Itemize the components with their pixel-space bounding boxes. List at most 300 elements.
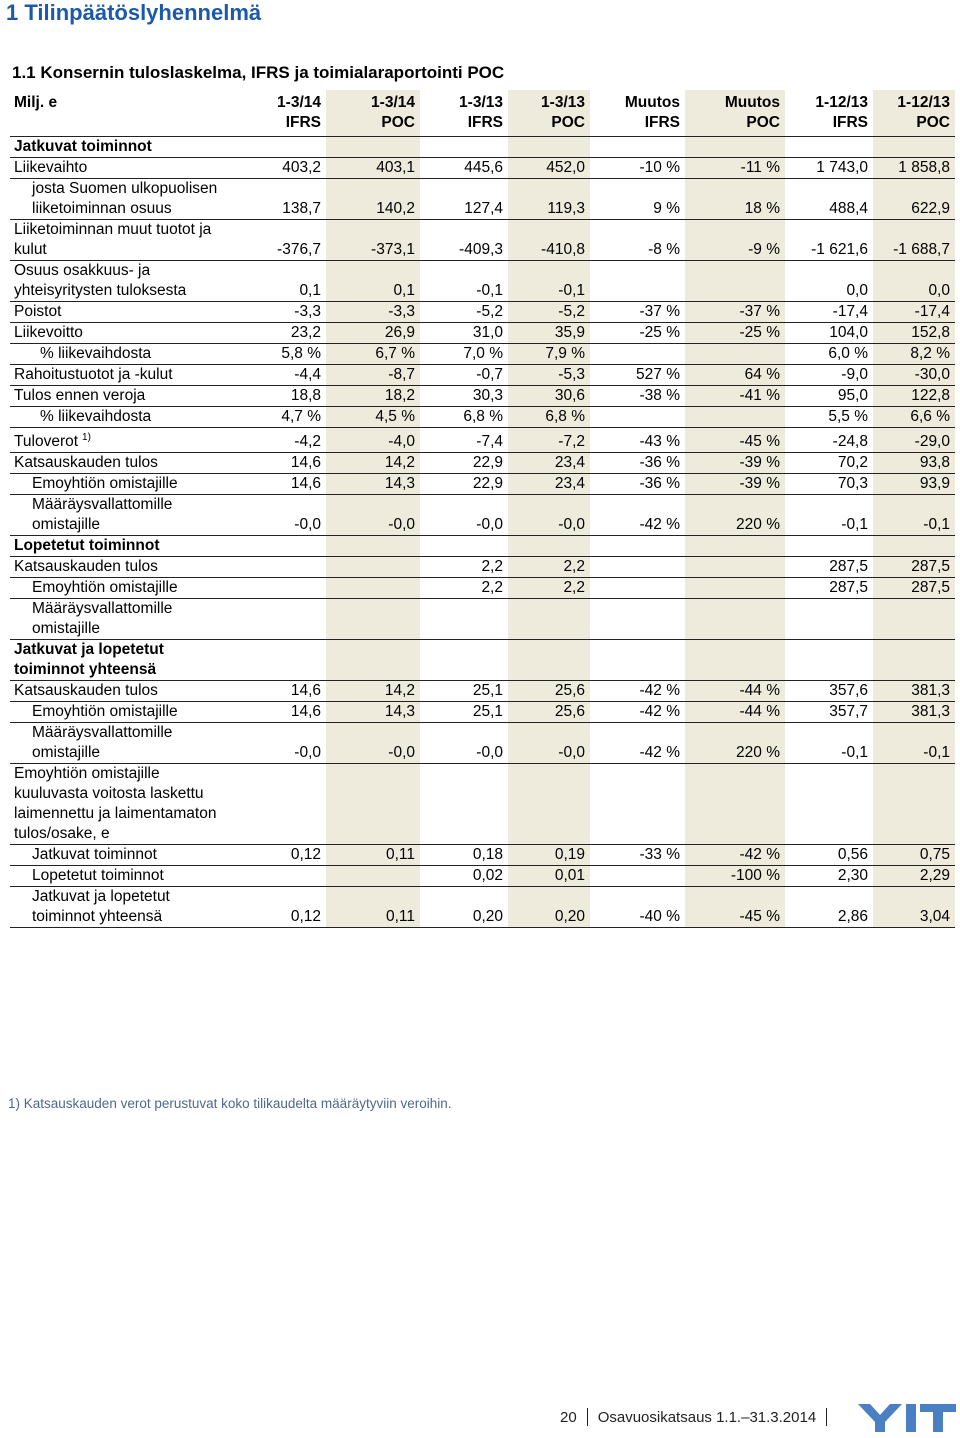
value-cell bbox=[240, 764, 326, 845]
row-label-text: Emoyhtiön omistajille bbox=[32, 579, 178, 597]
value-cell: 6,6 % bbox=[873, 407, 955, 428]
value-cell: 2,2 bbox=[508, 557, 590, 578]
table-row bbox=[10, 428, 955, 453]
row-label bbox=[10, 428, 240, 453]
value-cell: 8,2 % bbox=[873, 344, 955, 365]
row-label-text: Katsauskauden tulos bbox=[14, 454, 158, 472]
table-row bbox=[10, 764, 955, 845]
value-cell: 14,3 bbox=[326, 474, 420, 495]
table-row bbox=[10, 179, 955, 220]
row-label bbox=[10, 302, 240, 323]
value-cell: -45 % bbox=[685, 428, 785, 453]
value-cell: -17,4 bbox=[873, 302, 955, 323]
value-cell bbox=[590, 536, 685, 557]
row-label-text: Liikevaihto bbox=[14, 159, 88, 176]
value-cell bbox=[785, 599, 873, 640]
value-cell: 14,3 bbox=[326, 702, 420, 723]
row-label-text: Emoyhtiön omistajille bbox=[32, 703, 178, 721]
value-cell bbox=[685, 261, 785, 302]
value-cell: -29,0 bbox=[873, 428, 955, 453]
value-cell: 0,11 bbox=[326, 887, 420, 928]
value-cell: -25 % bbox=[685, 323, 785, 344]
value-cell: 5,8 % bbox=[240, 344, 326, 365]
value-cell: -0,1 bbox=[873, 495, 955, 536]
row-label bbox=[10, 640, 240, 681]
row-label-text: Katsauskauden tulos bbox=[14, 558, 158, 576]
value-cell: 18,8 bbox=[240, 386, 326, 407]
value-cell bbox=[508, 137, 590, 158]
value-cell: 9 % bbox=[590, 179, 685, 220]
document-title: 1 Tilinpäätöslyhennelmä bbox=[6, 0, 262, 25]
row-label bbox=[10, 557, 240, 578]
row-label-text: Lopetetut toiminnot bbox=[14, 537, 160, 555]
value-cell bbox=[508, 640, 590, 681]
row-label-text: Emoyhtiön omistajille bbox=[32, 475, 178, 493]
table-row bbox=[10, 723, 955, 764]
column-header-line: 1-12/13 bbox=[897, 94, 950, 111]
value-cell: 0,11 bbox=[326, 845, 420, 866]
value-cell: 23,2 bbox=[240, 323, 326, 344]
value-cell: -0,0 bbox=[326, 495, 420, 536]
unit-label: Milj. e bbox=[10, 90, 240, 137]
table-row bbox=[10, 887, 955, 928]
value-cell: 287,5 bbox=[873, 557, 955, 578]
value-cell: -42 % bbox=[590, 702, 685, 723]
value-cell: 357,7 bbox=[785, 702, 873, 723]
table-row bbox=[10, 453, 955, 474]
value-cell bbox=[873, 536, 955, 557]
value-cell: -0,0 bbox=[420, 495, 508, 536]
table-row bbox=[10, 681, 955, 702]
value-cell: 0,19 bbox=[508, 845, 590, 866]
value-cell: -17,4 bbox=[785, 302, 873, 323]
column-header-line: 1-3/13 bbox=[541, 94, 585, 111]
value-cell: -4,4 bbox=[240, 365, 326, 386]
column-header-line: IFRS bbox=[832, 114, 868, 131]
value-cell: 26,9 bbox=[326, 323, 420, 344]
value-cell: 70,3 bbox=[785, 474, 873, 495]
row-label-text: Tuloverot bbox=[14, 433, 79, 451]
value-cell: 18 % bbox=[685, 179, 785, 220]
value-cell: 64 % bbox=[685, 365, 785, 386]
row-label bbox=[10, 599, 240, 640]
value-cell bbox=[873, 599, 955, 640]
value-cell: 0,12 bbox=[240, 845, 326, 866]
value-cell bbox=[326, 137, 420, 158]
value-cell: -0,0 bbox=[508, 723, 590, 764]
value-cell: -4,0 bbox=[326, 428, 420, 453]
value-cell: 25,1 bbox=[420, 702, 508, 723]
value-cell: -7,4 bbox=[420, 428, 508, 453]
row-label-text: Osuus osakkuus- ja yhteisyritysten tuloksesta bbox=[14, 262, 187, 299]
table-row bbox=[10, 474, 955, 495]
column-header bbox=[590, 90, 685, 137]
value-cell: 4,5 % bbox=[326, 407, 420, 428]
table-row bbox=[10, 158, 955, 179]
row-label-text: Määräysvallattomille omistajille bbox=[32, 724, 173, 762]
table-row bbox=[10, 536, 955, 557]
section-title: 1.1 Konsernin tuloslaskelma, IFRS ja toimialaraportointi POC bbox=[12, 63, 505, 82]
value-cell: 403,2 bbox=[240, 158, 326, 179]
value-cell bbox=[590, 344, 685, 365]
value-cell: -36 % bbox=[590, 453, 685, 474]
row-label bbox=[10, 764, 240, 845]
value-cell: 122,8 bbox=[873, 386, 955, 407]
table-row bbox=[10, 702, 955, 723]
value-cell: 138,7 bbox=[240, 179, 326, 220]
value-cell: 287,5 bbox=[873, 578, 955, 599]
value-cell bbox=[420, 599, 508, 640]
value-cell: 25,6 bbox=[508, 681, 590, 702]
value-cell: 14,6 bbox=[240, 453, 326, 474]
value-cell: 23,4 bbox=[508, 474, 590, 495]
value-cell: 2,30 bbox=[785, 866, 873, 887]
value-cell: 30,3 bbox=[420, 386, 508, 407]
value-cell bbox=[326, 640, 420, 681]
value-cell: -33 % bbox=[590, 845, 685, 866]
column-header bbox=[508, 90, 590, 137]
table-row bbox=[10, 557, 955, 578]
value-cell: 22,9 bbox=[420, 453, 508, 474]
value-cell: -38 % bbox=[590, 386, 685, 407]
value-cell: 93,9 bbox=[873, 474, 955, 495]
value-cell: 5,5 % bbox=[785, 407, 873, 428]
value-cell: 7,9 % bbox=[508, 344, 590, 365]
value-cell: 25,1 bbox=[420, 681, 508, 702]
row-label bbox=[10, 344, 240, 365]
value-cell: -0,0 bbox=[508, 495, 590, 536]
value-cell: 6,7 % bbox=[326, 344, 420, 365]
value-cell: -42 % bbox=[590, 723, 685, 764]
table-row bbox=[10, 137, 955, 158]
column-header-line: IFRS bbox=[285, 114, 321, 131]
value-cell: 14,2 bbox=[326, 681, 420, 702]
value-cell bbox=[240, 640, 326, 681]
value-cell: 0,02 bbox=[420, 866, 508, 887]
value-cell: -0,7 bbox=[420, 365, 508, 386]
column-header-line: 1-3/14 bbox=[371, 94, 415, 111]
value-cell: 0,75 bbox=[873, 845, 955, 866]
value-cell bbox=[785, 137, 873, 158]
value-cell: -1 621,6 bbox=[785, 220, 873, 261]
value-cell: 23,4 bbox=[508, 453, 590, 474]
value-cell bbox=[785, 640, 873, 681]
value-cell: 527 % bbox=[590, 365, 685, 386]
row-label-text: Jatkuvat ja lopetetut toiminnot yhteensä bbox=[32, 888, 170, 926]
row-label-text: Määräysvallattomille omistajille bbox=[32, 496, 173, 534]
value-cell: -30,0 bbox=[873, 365, 955, 386]
value-cell bbox=[685, 137, 785, 158]
row-label bbox=[10, 323, 240, 344]
value-cell: -40 % bbox=[590, 887, 685, 928]
row-label bbox=[10, 386, 240, 407]
table-header-row bbox=[10, 90, 955, 137]
value-cell: 93,8 bbox=[873, 453, 955, 474]
table-row bbox=[10, 344, 955, 365]
value-cell bbox=[685, 764, 785, 845]
value-cell: -1 688,7 bbox=[873, 220, 955, 261]
value-cell bbox=[590, 764, 685, 845]
column-header-line: POC bbox=[551, 114, 585, 131]
value-cell: 2,29 bbox=[873, 866, 955, 887]
column-header bbox=[326, 90, 420, 137]
row-label-text: Poistot bbox=[14, 303, 62, 320]
value-cell bbox=[685, 344, 785, 365]
table-row bbox=[10, 495, 955, 536]
value-cell: 220 % bbox=[685, 723, 785, 764]
value-cell: 488,4 bbox=[785, 179, 873, 220]
value-cell bbox=[685, 557, 785, 578]
value-cell bbox=[590, 599, 685, 640]
value-cell bbox=[685, 407, 785, 428]
value-cell: -373,1 bbox=[326, 220, 420, 261]
value-cell: -0,0 bbox=[326, 723, 420, 764]
row-label bbox=[10, 453, 240, 474]
value-cell: 622,9 bbox=[873, 179, 955, 220]
row-label bbox=[10, 681, 240, 702]
value-cell: 70,2 bbox=[785, 453, 873, 474]
value-cell bbox=[326, 557, 420, 578]
value-cell: 152,8 bbox=[873, 323, 955, 344]
footer-divider bbox=[587, 1408, 588, 1426]
value-cell: 4,7 % bbox=[240, 407, 326, 428]
value-cell bbox=[508, 599, 590, 640]
value-cell bbox=[240, 557, 326, 578]
value-cell: -100 % bbox=[685, 866, 785, 887]
value-cell: 452,0 bbox=[508, 158, 590, 179]
value-cell: -7,2 bbox=[508, 428, 590, 453]
value-cell: 6,8 % bbox=[420, 407, 508, 428]
value-cell: -39 % bbox=[685, 453, 785, 474]
row-label bbox=[10, 887, 240, 928]
footnote: 1) Katsauskauden verot perustuvat koko tilikaudelta määräytyviin veroihin. bbox=[8, 1096, 452, 1111]
value-cell bbox=[326, 866, 420, 887]
value-cell bbox=[240, 866, 326, 887]
value-cell: 14,6 bbox=[240, 702, 326, 723]
value-cell bbox=[590, 866, 685, 887]
value-cell: -42 % bbox=[590, 681, 685, 702]
value-cell: -3,3 bbox=[240, 302, 326, 323]
value-cell: -0,1 bbox=[785, 723, 873, 764]
value-cell: 403,1 bbox=[326, 158, 420, 179]
value-cell: -10 % bbox=[590, 158, 685, 179]
value-cell: -45 % bbox=[685, 887, 785, 928]
value-cell: -8 % bbox=[590, 220, 685, 261]
value-cell bbox=[873, 764, 955, 845]
row-label-text: Lopetetut toiminnot bbox=[32, 867, 164, 885]
value-cell bbox=[873, 137, 955, 158]
column-header-line: IFRS bbox=[467, 114, 503, 131]
row-label bbox=[10, 365, 240, 386]
row-label bbox=[10, 137, 240, 158]
value-cell: 0,20 bbox=[508, 887, 590, 928]
value-cell: -376,7 bbox=[240, 220, 326, 261]
value-cell: 357,6 bbox=[785, 681, 873, 702]
column-header bbox=[420, 90, 508, 137]
value-cell: 1 858,8 bbox=[873, 158, 955, 179]
row-label bbox=[10, 866, 240, 887]
value-cell bbox=[873, 640, 955, 681]
value-cell: -9,0 bbox=[785, 365, 873, 386]
value-cell: 0,0 bbox=[785, 261, 873, 302]
row-label bbox=[10, 220, 240, 261]
table-row bbox=[10, 220, 955, 261]
value-cell: 31,0 bbox=[420, 323, 508, 344]
row-label-text: % liikevaihdosta bbox=[40, 408, 152, 425]
value-cell: 30,6 bbox=[508, 386, 590, 407]
row-label bbox=[10, 845, 240, 866]
value-cell: 0,18 bbox=[420, 845, 508, 866]
value-cell: -44 % bbox=[685, 702, 785, 723]
value-cell bbox=[240, 599, 326, 640]
column-header-line: POC bbox=[916, 114, 950, 131]
value-cell: -42 % bbox=[685, 845, 785, 866]
row-label bbox=[10, 179, 240, 220]
column-header-line: IFRS bbox=[644, 114, 680, 131]
row-label bbox=[10, 702, 240, 723]
value-cell: -0,0 bbox=[240, 723, 326, 764]
value-cell: 381,3 bbox=[873, 681, 955, 702]
column-header bbox=[240, 90, 326, 137]
page-footer bbox=[560, 1408, 837, 1426]
value-cell bbox=[590, 557, 685, 578]
row-label-text: josta Suomen ulkopuolisen liiketoiminnan osuus bbox=[32, 180, 218, 217]
value-cell: 14,6 bbox=[240, 474, 326, 495]
footnote-marker: 1) bbox=[82, 432, 91, 443]
value-cell: 0,1 bbox=[240, 261, 326, 302]
value-cell bbox=[590, 407, 685, 428]
value-cell bbox=[420, 764, 508, 845]
value-cell: -5,2 bbox=[508, 302, 590, 323]
column-header-line: POC bbox=[746, 114, 780, 131]
table-row bbox=[10, 386, 955, 407]
value-cell: -410,8 bbox=[508, 220, 590, 261]
value-cell: 0,12 bbox=[240, 887, 326, 928]
report-title: Osavuosikatsaus 1.1.–31.3.2014 bbox=[597, 1408, 817, 1426]
table-row bbox=[10, 261, 955, 302]
row-label bbox=[10, 407, 240, 428]
row-label bbox=[10, 261, 240, 302]
column-header-line: 1-3/13 bbox=[459, 94, 503, 111]
row-label-text: Emoyhtiön omistajille kuuluvasta voitosta laskettu laimennettu ja laimentamaton tulos/osake, e bbox=[14, 765, 217, 843]
column-header bbox=[873, 90, 955, 137]
value-cell: 119,3 bbox=[508, 179, 590, 220]
value-cell: 287,5 bbox=[785, 578, 873, 599]
value-cell: -43 % bbox=[590, 428, 685, 453]
row-label-text: Jatkuvat ja lopetetut toiminnot yhteensä bbox=[14, 641, 164, 679]
value-cell bbox=[590, 578, 685, 599]
value-cell bbox=[590, 640, 685, 681]
row-label-text: Tulos ennen veroja bbox=[14, 387, 146, 404]
table-row bbox=[10, 407, 955, 428]
value-cell: -25 % bbox=[590, 323, 685, 344]
value-cell bbox=[326, 536, 420, 557]
footer-divider bbox=[826, 1408, 827, 1426]
value-cell bbox=[420, 536, 508, 557]
value-cell: 220 % bbox=[685, 495, 785, 536]
value-cell: 140,2 bbox=[326, 179, 420, 220]
value-cell: 0,01 bbox=[508, 866, 590, 887]
value-cell bbox=[420, 137, 508, 158]
value-cell: -0,1 bbox=[785, 495, 873, 536]
value-cell: -0,0 bbox=[240, 495, 326, 536]
table-row bbox=[10, 323, 955, 344]
table-row bbox=[10, 365, 955, 386]
value-cell: 1 743,0 bbox=[785, 158, 873, 179]
value-cell bbox=[685, 536, 785, 557]
value-cell: -37 % bbox=[685, 302, 785, 323]
value-cell bbox=[508, 764, 590, 845]
value-cell: 18,2 bbox=[326, 386, 420, 407]
value-cell bbox=[590, 137, 685, 158]
table-row bbox=[10, 866, 955, 887]
column-header bbox=[785, 90, 873, 137]
row-label bbox=[10, 536, 240, 557]
value-cell: -3,3 bbox=[326, 302, 420, 323]
column-header-line: POC bbox=[381, 114, 415, 131]
row-label bbox=[10, 578, 240, 599]
value-cell: 127,4 bbox=[420, 179, 508, 220]
value-cell: -5,3 bbox=[508, 365, 590, 386]
table-row bbox=[10, 302, 955, 323]
value-cell: 0,1 bbox=[326, 261, 420, 302]
table-row bbox=[10, 845, 955, 866]
value-cell: 22,9 bbox=[420, 474, 508, 495]
column-header-line: 1-3/14 bbox=[277, 94, 321, 111]
value-cell: -36 % bbox=[590, 474, 685, 495]
value-cell: -41 % bbox=[685, 386, 785, 407]
value-cell: -37 % bbox=[590, 302, 685, 323]
value-cell: -11 % bbox=[685, 158, 785, 179]
value-cell: 35,9 bbox=[508, 323, 590, 344]
value-cell bbox=[240, 536, 326, 557]
value-cell: -409,3 bbox=[420, 220, 508, 261]
value-cell: -4,2 bbox=[240, 428, 326, 453]
value-cell: -0,1 bbox=[420, 261, 508, 302]
value-cell bbox=[590, 261, 685, 302]
value-cell: 25,6 bbox=[508, 702, 590, 723]
value-cell bbox=[240, 578, 326, 599]
value-cell: 287,5 bbox=[785, 557, 873, 578]
value-cell bbox=[326, 764, 420, 845]
column-header-line: Muutos bbox=[624, 94, 680, 111]
value-cell bbox=[685, 599, 785, 640]
value-cell bbox=[326, 599, 420, 640]
column-header-line: 1-12/13 bbox=[815, 94, 868, 111]
column-header bbox=[685, 90, 785, 137]
row-label-text: % liikevaihdosta bbox=[40, 345, 152, 362]
value-cell: -0,1 bbox=[508, 261, 590, 302]
table-row bbox=[10, 578, 955, 599]
value-cell: 445,6 bbox=[420, 158, 508, 179]
value-cell bbox=[785, 536, 873, 557]
value-cell: -0,0 bbox=[420, 723, 508, 764]
row-label bbox=[10, 474, 240, 495]
value-cell: 14,2 bbox=[326, 453, 420, 474]
value-cell: 0,20 bbox=[420, 887, 508, 928]
row-label bbox=[10, 158, 240, 179]
value-cell: 7,0 % bbox=[420, 344, 508, 365]
row-label-text: Liiketoiminnan muut tuotot ja kulut bbox=[14, 221, 212, 258]
value-cell: -8,7 bbox=[326, 365, 420, 386]
yit-logo bbox=[858, 1404, 956, 1432]
page-number: 20 bbox=[560, 1408, 577, 1426]
value-cell bbox=[685, 640, 785, 681]
row-label-text: Liikevoitto bbox=[14, 324, 83, 341]
row-label bbox=[10, 723, 240, 764]
value-cell bbox=[685, 578, 785, 599]
value-cell: 0,56 bbox=[785, 845, 873, 866]
